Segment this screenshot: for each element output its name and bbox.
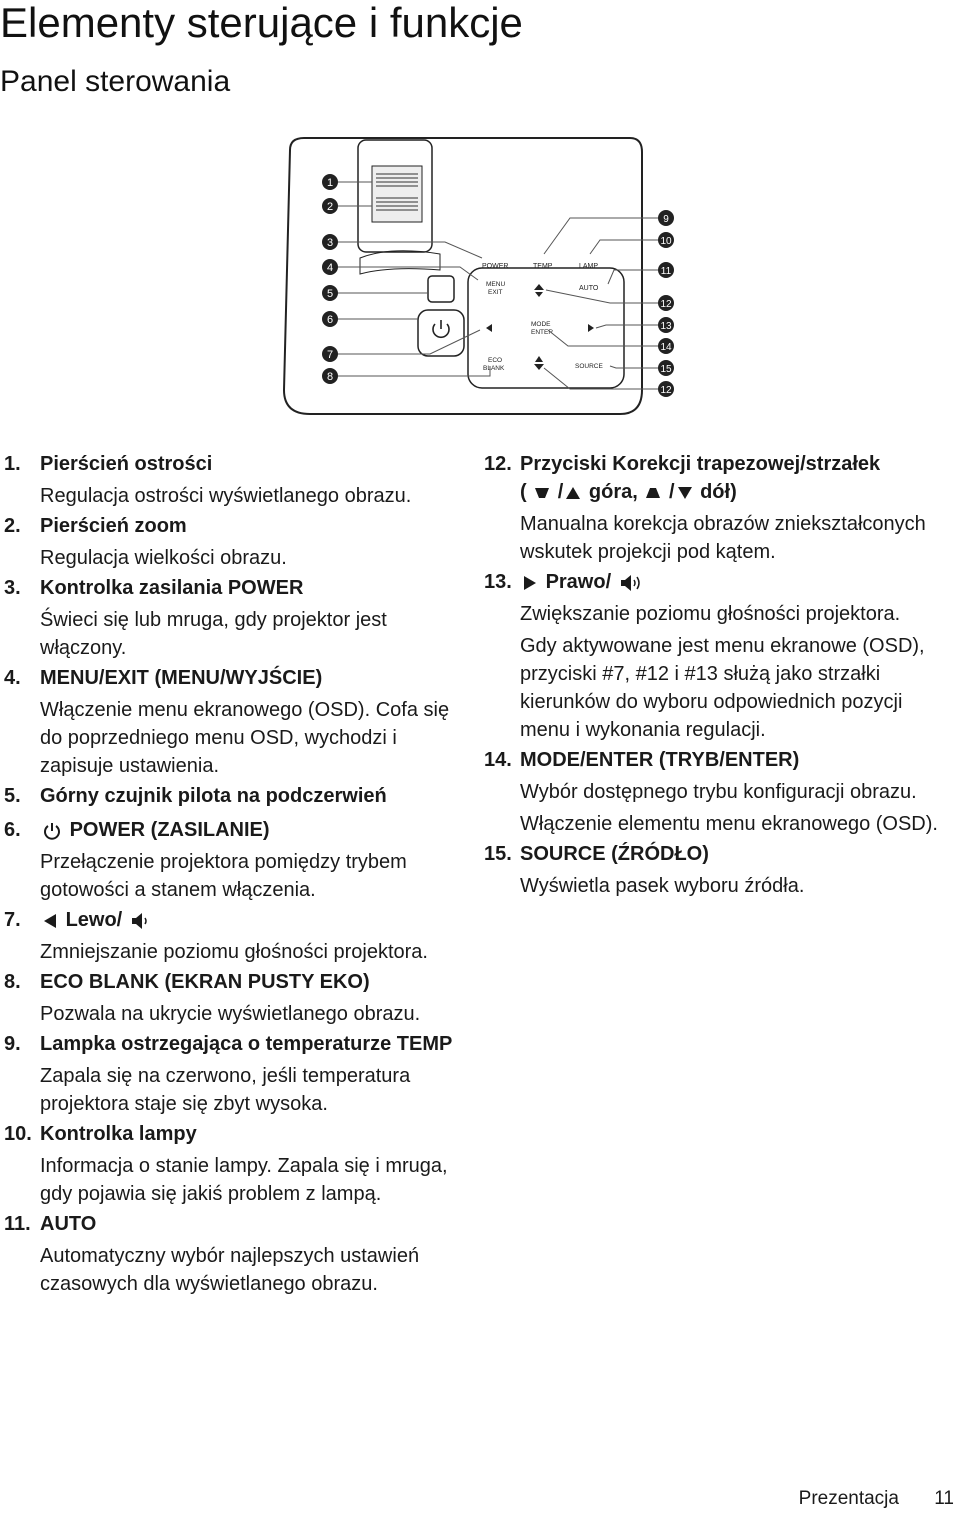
down-arrow-icon <box>677 486 693 500</box>
down-arrow-icon <box>534 364 544 370</box>
power-icon <box>42 821 62 841</box>
item-15: 15. SOURCE (ŹRÓDŁO) Wyświetla pasek wyboru źródła. <box>484 840 956 900</box>
up-arrow-icon <box>534 284 544 290</box>
svg-text:14: 14 <box>660 342 672 353</box>
item-title: Lewo/ <box>65 909 123 931</box>
svg-text:5: 5 <box>326 288 334 300</box>
item-title: Kontrolka lampy <box>40 1123 197 1145</box>
page-footer <box>799 1488 954 1510</box>
item-11: 11. AUTO Automatyczny wybór najlepszych ustawień czasowych dla wyświetlanego obrazu. <box>4 1210 474 1298</box>
item-title: MENU/EXIT (MENU/WYJŚCIE) <box>40 667 323 689</box>
volume-up-icon <box>619 573 645 593</box>
item-description: Informacja o stanie lampy. Zapala się i mruga, gdy pojawia się jakiś problem z lampą. <box>40 1155 448 1205</box>
item-description: Regulacja wielkości obrazu. <box>40 547 287 569</box>
blank-label: BLANK <box>483 365 505 372</box>
svg-text:13: 13 <box>660 321 672 332</box>
item-8: 8. ECO BLANK (EKRAN PUSTY EKO) Pozwala na ukrycie wyświetlanego obrazu. <box>4 968 474 1028</box>
item-2: 2. Pierścień zoom Regulacja wielkości obrazu. <box>4 512 474 572</box>
item-title: ECO BLANK (EKRAN PUSTY EKO) <box>40 971 370 993</box>
svg-text:2: 2 <box>326 201 334 213</box>
item-description: Pozwala na ukrycie wyświetlanego obrazu. <box>40 1003 421 1025</box>
lamp-led-label: LAMP <box>579 263 599 270</box>
item-title: Pierścień zoom <box>40 515 187 537</box>
item-3: 3. Kontrolka zasilania POWER Świeci się lub mruga, gdy projektor jest włączony. <box>4 574 474 662</box>
power-led-label: POWER <box>482 263 509 270</box>
keystone-down-icon <box>535 292 543 297</box>
item-title: AUTO <box>40 1213 97 1235</box>
enter-label: ENTER <box>531 329 554 336</box>
svg-text:12: 12 <box>660 385 672 396</box>
item-description: Przełączenie projektora pomiędzy trybem gotowości a stanem włączenia. <box>40 851 407 901</box>
item-title: Prawo/ <box>545 571 612 593</box>
eco-label: ECO <box>488 357 503 364</box>
item-title: Przyciski Korekcji trapezowej/strzałek <box>520 453 881 475</box>
item-description: Manualna korekcja obrazów zniekształconych wskutek projekcji pod kątem. <box>520 513 926 563</box>
keystone-down-icon <box>534 486 550 500</box>
item-description: Regulacja ostrości wyświetlanego obrazu. <box>40 485 412 507</box>
item-description: Świeci się lub mruga, gdy projektor jest włączony. <box>40 609 387 659</box>
right-column <box>484 448 956 902</box>
item-description: Automatyczny wybór najlepszych ustawień czasowych dla wyświetlanego obrazu. <box>40 1245 420 1295</box>
svg-text:10: 10 <box>660 236 672 247</box>
control-panel-diagram <box>270 130 690 430</box>
item-description: Włączenie menu ekranowego (OSD). Cofa się do poprzedniego menu OSD, wychodzi i zapisuje ustawienia. <box>40 699 450 777</box>
keystone-up-icon <box>535 356 543 362</box>
exit-label: EXIT <box>488 289 503 296</box>
item-title: POWER (ZASILANIE) <box>69 819 270 841</box>
left-callouts <box>322 174 338 384</box>
projector-top-outline <box>284 138 642 414</box>
item-6: 6. POWER (ZASILANIE) Przełączenie projektora pomiędzy trybem gotowości a stanem włączenia. <box>4 816 474 904</box>
item-title: SOURCE (ŹRÓDŁO) <box>520 843 709 865</box>
right-arrow-icon <box>588 324 594 332</box>
item-7: 7. Lewo/ Zmniejszanie poziomu głośności projektora. <box>4 906 474 966</box>
item-description: Gdy aktywowane jest menu ekranowe (OSD), przyciski #7, #12 i #13 służą jako strzałki kierunków do wyboru odpowiednich pozycji menu i wykonania regulacji. <box>520 635 925 741</box>
item-4: 4. MENU/EXIT (MENU/WYJŚCIE) Włączenie menu ekranowego (OSD). Cofa się do poprzedniego menu OSD, wychodzi i zapisuje ustawienia. <box>4 664 474 780</box>
svg-text:1: 1 <box>326 177 334 189</box>
item-13: 13. Prawo/ Zwiększanie poziomu głośności projektora. Gdy aktywowane jest menu ekranowe (OSD), przyciski #7, #12 i #13 służą jako strzałki kierunków do wyboru odpowiednich pozycji menu i wykonania regulacji. <box>484 568 956 744</box>
item-description: Zapala się na czerwono, jeśli temperatura projektora staje się zbyt wysoka. <box>40 1065 411 1115</box>
svg-text:15: 15 <box>660 364 672 375</box>
item-10: 10. Kontrolka lampy Informacja o stanie lampy. Zapala się i mruga, gdy pojawia się jakiś problem z lampą. <box>4 1120 474 1208</box>
auto-label: AUTO <box>579 285 599 292</box>
svg-text:9: 9 <box>663 214 669 225</box>
power-symbol-icon <box>433 320 449 337</box>
keystone-up-icon <box>645 486 661 500</box>
right-arrow-icon <box>522 575 538 591</box>
source-label: SOURCE <box>575 363 603 370</box>
item-9: 9. Lampka ostrzegająca o temperaturze TEMP Zapala się na czerwono, jeśli temperatura projektora staje się zbyt wysoka. <box>4 1030 474 1118</box>
svg-text:3: 3 <box>326 237 334 249</box>
item-title: MODE/ENTER (TRYB/ENTER) <box>520 749 800 771</box>
svg-text:8: 8 <box>326 371 334 383</box>
page-title: Elementy sterujące i funkcje <box>0 0 523 46</box>
item-title: Kontrolka zasilania POWER <box>40 577 304 599</box>
svg-text:4: 4 <box>326 262 334 274</box>
item-description: Wyświetla pasek wyboru źródła. <box>520 875 805 897</box>
item-1: 1. Pierścień ostrości Regulacja ostrości wyświetlanego obrazu. <box>4 450 474 510</box>
item-5: 5. Górny czujnik pilota na podczerwień <box>4 782 474 810</box>
item-description: Włączenie elementu menu ekranowego (OSD). <box>520 813 938 835</box>
item-14: 14. MODE/ENTER (TRYB/ENTER) Wybór dostępnego trybu konfiguracji obrazu. Włączenie elementu menu ekranowego (OSD). <box>484 746 956 838</box>
ir-receiver <box>428 276 454 302</box>
mode-label: MODE <box>531 321 551 328</box>
ir-sensor-window <box>360 251 440 274</box>
item-title: Pierścień ostrości <box>40 453 213 475</box>
temp-led-label: TEMP <box>533 263 553 270</box>
item-title: Lampka ostrzegająca o temperaturze TEMP <box>40 1033 453 1055</box>
menu-label: MENU <box>486 281 506 288</box>
item-title: Górny czujnik pilota na podczerwień <box>40 785 387 807</box>
item-description: Zwiększanie poziomu głośności projektora. <box>520 603 901 625</box>
right-callouts <box>658 210 674 397</box>
left-arrow-icon <box>486 324 492 332</box>
up-arrow-icon <box>565 486 581 500</box>
svg-text:12: 12 <box>660 299 672 310</box>
footer-section: Prezentacja <box>798 1488 899 1509</box>
svg-text:7: 7 <box>326 349 334 361</box>
section-subtitle: Panel sterowania <box>0 65 231 98</box>
volume-down-icon <box>130 911 152 931</box>
svg-text:11: 11 <box>660 266 672 277</box>
item-description: Wybór dostępnego trybu konfiguracji obrazu. <box>520 781 917 803</box>
page-number: 11 <box>934 1488 954 1509</box>
left-column <box>4 448 474 1300</box>
svg-text:6: 6 <box>326 314 334 326</box>
left-arrow-icon <box>42 913 58 929</box>
item-description: Zmniejszanie poziomu głośności projektora. <box>40 941 428 963</box>
item-12: 12. Przyciski Korekcji trapezowej/strzałek ( / góra, / dół) Manualna korekcja obrazów zniekształconych wskutek projekcji pod kątem. <box>484 450 956 566</box>
